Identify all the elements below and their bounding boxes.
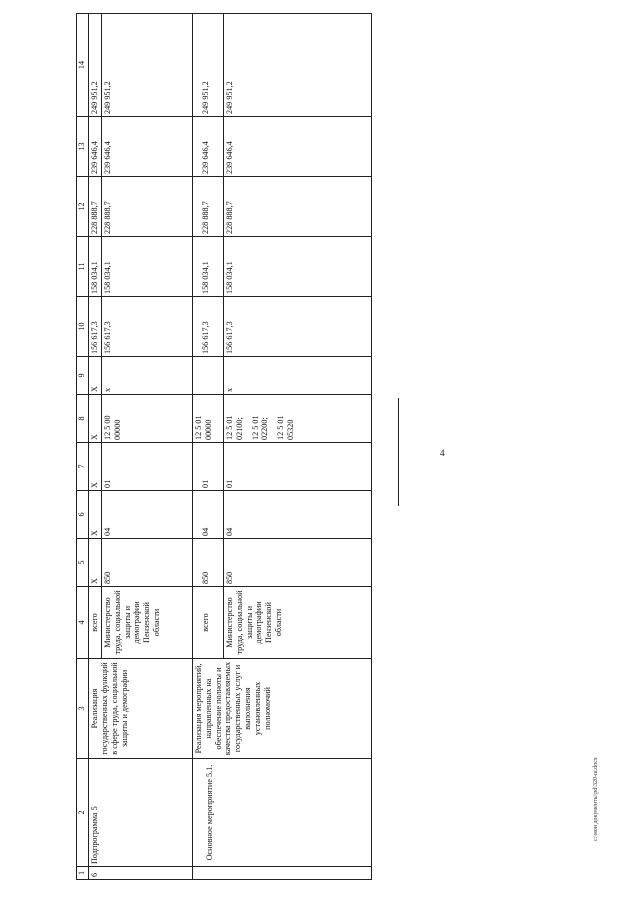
cell-amount: 158 034,1 (192, 237, 223, 297)
cell-amount: 239 646,4 (223, 117, 371, 177)
executor-ministry: Министерство труда, социальной защиты и демографии Пензенской области (223, 587, 371, 659)
cell-rz: X (89, 491, 102, 539)
cell-amount: 239 646,4 (101, 117, 192, 177)
cell-amount: 249 951,2 (192, 14, 223, 117)
cell-vr: X (89, 357, 102, 395)
header-row (77, 14, 89, 880)
col-header: 4 (77, 587, 89, 659)
col-header: 11 (77, 237, 89, 297)
executor-total: всего (89, 587, 102, 659)
cell-pr: 01 (192, 443, 223, 491)
csr-code: 12 5 01 02200; (250, 415, 270, 440)
cell-amount: 156 617,3 (192, 297, 223, 357)
cell-pr: X (89, 443, 102, 491)
program-table (76, 13, 372, 880)
cell-rz: 04 (101, 491, 192, 539)
cell-amount: 249 951,2 (101, 14, 192, 117)
col-header: 14 (77, 14, 89, 117)
cell-amount: 249 951,2 (89, 14, 102, 117)
cell-csr-list (223, 395, 371, 443)
cell-amount: 158 034,1 (101, 237, 192, 297)
cell-amount: 156 617,3 (101, 297, 192, 357)
page-number: 4 (440, 448, 445, 458)
footer-file-path: c:\мои документы\pd\320-ш.docx (593, 757, 599, 841)
cell-amount: 156 617,3 (223, 297, 371, 357)
cell-amount: 249 951,2 (223, 14, 371, 117)
cell-amount: 239 646,4 (192, 117, 223, 177)
separator-line (398, 398, 399, 506)
col-header: 1 (77, 867, 89, 880)
cell-rz: 04 (223, 491, 371, 539)
executor-ministry: Министерство труда, социальной защиты и демографии Пензенской области (101, 587, 192, 659)
col-header: 7 (77, 443, 89, 491)
table-row (192, 14, 223, 880)
cell-amount: 158 034,1 (89, 237, 102, 297)
col-header: 12 (77, 177, 89, 237)
col-header: 2 (77, 759, 89, 867)
cell-vr: x (223, 357, 371, 395)
activity-description: Реализация мероприятий, направленных на обеспечение полноты и качества предоставляемых государственных услуг и выполнения установленных полномочий (192, 659, 371, 759)
cell-pr: 01 (223, 443, 371, 491)
cell-rz: 04 (192, 491, 223, 539)
cell-pr: 01 (101, 443, 192, 491)
col-header: 9 (77, 357, 89, 395)
cell-amount: 228 888,7 (101, 177, 192, 237)
col-header: 13 (77, 117, 89, 177)
col-header: 6 (77, 491, 89, 539)
cell-csr: X (89, 395, 102, 443)
cell-amount: 228 888,7 (192, 177, 223, 237)
table-row (89, 14, 102, 880)
cell-csr: 12 5 00 00000 (101, 395, 192, 443)
program-description: Реализация государственных функций в сфере труда, социальной защиты и демографии (89, 659, 193, 759)
cell-csr: 12 5 01 00000 (192, 395, 223, 443)
cell-amount: 228 888,7 (89, 177, 102, 237)
program-name: Подпрограмма 5 (89, 759, 193, 867)
activity-name: Основное мероприятие 5.1. (192, 759, 371, 867)
cell-amount: 239 646,4 (89, 117, 102, 177)
col-header: 3 (77, 659, 89, 759)
executor-total: всего (192, 587, 223, 659)
cell-amount: 156 617,3 (89, 297, 102, 357)
row-number: 6 (89, 867, 193, 880)
col-header: 10 (77, 297, 89, 357)
cell-grbs: 850 (223, 539, 371, 587)
cell-amount: 228 888,7 (223, 177, 371, 237)
csr-code: 12 5 01 02100; (224, 415, 244, 440)
row-number (192, 867, 371, 880)
col-header: 8 (77, 395, 89, 443)
cell-amount: 158 034,1 (223, 237, 371, 297)
rotated-table-wrapper (76, 14, 359, 880)
csr-code: 12 5 01 05320 (276, 415, 296, 440)
cell-vr (192, 357, 223, 395)
col-header: 5 (77, 539, 89, 587)
cell-grbs: X (89, 539, 102, 587)
cell-grbs: 850 (101, 539, 192, 587)
cell-vr: x (101, 357, 192, 395)
cell-grbs: 850 (192, 539, 223, 587)
